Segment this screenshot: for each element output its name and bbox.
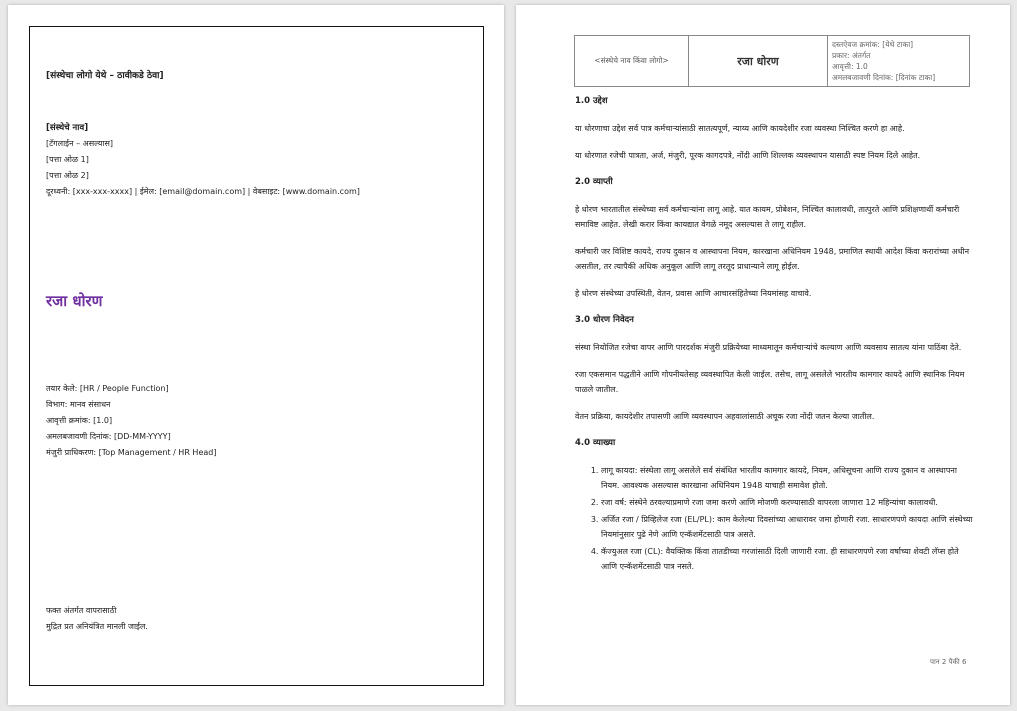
cover-footer (46, 603, 148, 635)
effective-date: अमलबजावणी दिनांक: [DD-MM-YYYY] (46, 432, 171, 441)
paragraph: हे धोरण भारतातील संस्थेच्या सर्व कर्मचाऱ्यांना लागू आहे. यात कायम, प्रोबेशन, निश्चित कालावधी, तात्पुरते आणि प्रशिक्षणार्थी कर्मचारी समाविष्ट आहेत. लेखी करार किंवा कायद्यात वेगळे नमूद असल्यास ते लागू राहील. (575, 205, 960, 229)
header-version: आवृत्ती: 1.0 (832, 62, 868, 71)
list-item: 3. अर्जित रजा / प्रिव्हिलेज रजा (EL/PL): काम केलेल्या दिवसांच्या आधारावर जमा होणारी रजा. साधारणपणे कायदा आणि संस्थेच्या नियमांनुसार पुढे नेणे आणि एन्कॅशमेंटसाठी पात्र असते. (601, 512, 973, 542)
version: आवृत्ती क्रमांक: [1.0] (46, 416, 113, 425)
paragraph: या धोरणाचा उद्देश सर्व पात्र कर्मचाऱ्यांसाठी सातत्यपूर्ण, न्याय्य आणि कायदेशीर रजा व्यवस्था निश्चित करणे हा आहे. (575, 124, 905, 133)
content-page (516, 5, 1010, 705)
organization-block (46, 120, 360, 200)
header-effective: अमलबजावणी दिनांक: [दिनांक टाका] (832, 73, 936, 82)
approval-authority: मंजुरी प्राधिकरण: [Top Management / HR Head] (46, 448, 217, 457)
header-table (574, 35, 970, 87)
contact-line: दूरध्वनी: [xxx-xxx-xxxx] | ईमेल: [email@domain.com] | वेबसाइट: [www.domain.com] (46, 187, 360, 196)
address-line-2: [पत्ता ओळ 2] (46, 171, 89, 180)
address-line-1: [पत्ता ओळ 1] (46, 155, 89, 164)
document-meta (46, 381, 216, 461)
header-type: प्रकार: अंतर्गत (832, 51, 871, 60)
paragraph: या धोरणात रजेची पात्रता, अर्ज, मंजुरी, पूरक कागदपत्रे, नोंदी आणि शिल्लक व्यवस्थापन यासाठी स्पष्ट नियम दिले आहेत. (575, 151, 921, 160)
header-doc-no: दस्तऐवज क्रमांक: [येथे टाका] (832, 40, 914, 49)
paragraph: संस्था नियोजित रजेचा वापर आणि पारदर्शक मंजुरी प्रक्रियेच्या माध्यमातून कर्मचाऱ्यांचे कल्याण आणि व्यवसाय सातत्य यांना पाठिंबा देते. (575, 343, 962, 352)
internal-use-note: फक्त अंतर्गत वापरासाठी (46, 606, 117, 615)
section-heading: 1.0 उद्देश (575, 96, 608, 106)
list-item: 2. रजा वर्ष: संस्थेने ठरवल्याप्रमाणे रजा जमा करणे आणि मोजणी करण्यासाठी वापरला जाणारा 12 महिन्यांचा कालावधी. (601, 495, 973, 510)
list-item: 1. लागू कायदा: संस्थेला लागू असलेले सर्व संबंधित भारतीय कामगार कायदे, नियम, अधिसूचना आणि राज्य दुकान व आस्थापना नियम. आवश्यक असल्यास कारखाना अधिनियम 1948 याचाही समावेश होतो. (601, 463, 973, 493)
org-name: [संस्थेचे नाव] (46, 123, 89, 133)
section-heading: 3.0 धोरण निवेदन (575, 315, 634, 325)
definitions-list (575, 463, 973, 574)
cover-title: रजा धोरण (46, 292, 103, 310)
policy-content (575, 94, 973, 576)
header-meta (828, 36, 970, 87)
paragraph: कर्मचारी जर विशिष्ट कायदे, राज्य दुकान व आस्थापना नियम, कारखाना अधिनियम 1948, प्रमाणित स्थायी आदेश किंवा करारांच्या अधीन असतील, तर त्यापैकी अधिक अनुकूल आणि लागू तरतूद प्राधान्याने लागू होईल. (575, 247, 970, 271)
paragraph: हे धोरण संस्थेच्या उपस्थिती, वेतन, प्रवास आणि आचारसंहितेच्या नियमांसह वाचावे. (575, 289, 812, 298)
header-org: <संस्थेचे नाव किंवा लोगो> (575, 36, 689, 87)
cover-page (8, 5, 504, 705)
page-number: पान 2 पैकी 6 (930, 658, 967, 666)
paragraph: वेतन प्रक्रिया, कायदेशीर तपासणी आणि व्यवस्थापन अहवालांसाठी अचूक रजा नोंदी जतन केल्या जातील. (575, 412, 875, 421)
list-item: 4. कॅज्युअल रजा (CL): वैयक्तिक किंवा तातडीच्या गरजांसाठी दिली जाणारी रजा. ही साधारणपणे रजा वर्षाच्या शेवटी लॅप्स होते आणि एन्कॅशमेंटसाठी पात्र नसते. (601, 544, 973, 574)
section-heading: 4.0 व्याख्या (575, 438, 616, 448)
department: विभाग: मानव संसाधन (46, 400, 111, 409)
uncontrolled-copy-note: मुद्रित प्रत अनियंत्रित मानली जाईल. (46, 622, 148, 631)
header-title: रजा धोरण (689, 36, 828, 87)
logo-placeholder: [संस्थेचा लोगो येथे – ठावीकडे ठेवा] (46, 71, 164, 81)
section-heading: 2.0 व्याप्ती (575, 177, 613, 187)
tagline: [टॅगलाईन – असल्यास] (46, 139, 114, 148)
prepared-by: तयार केले: [HR / People Function] (46, 384, 169, 393)
paragraph: रजा एकसमान पद्धतीने आणि गोपनीयतेसह व्यवस्थापित केली जाईल. तसेच, लागू असलेले भारतीय कामगार कायदे आणि स्थानिक नियम पाळले जातील. (575, 370, 965, 394)
